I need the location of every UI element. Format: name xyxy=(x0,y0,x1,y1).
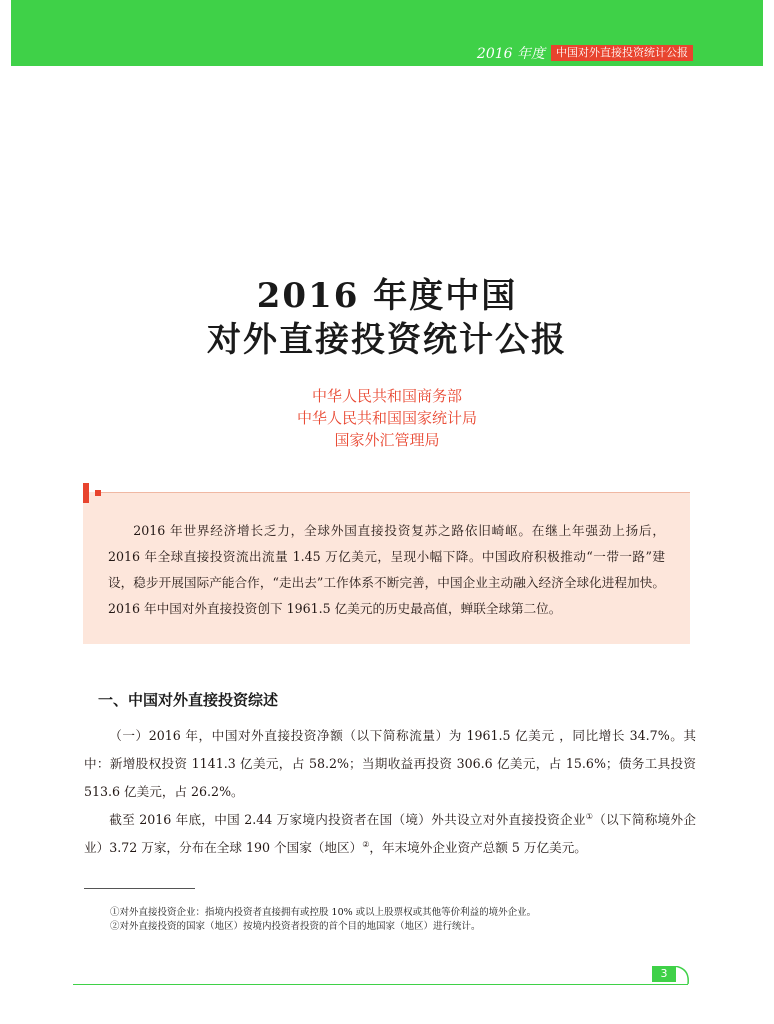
org-3: 国家外汇管理局 xyxy=(334,431,440,449)
abstract-marker-icon xyxy=(83,483,107,503)
title-line-2: 对外直接投资统计公报 xyxy=(207,320,567,360)
title-line-1: 2016 年度中国 xyxy=(256,276,518,316)
paragraph-2-part-a: 截至 2016 年底，中国 2.44 万家境内投资者在国（境）外共设立对外直接投资企业 xyxy=(109,812,586,827)
header-year: 2016 年度 xyxy=(476,46,545,62)
footer-rule xyxy=(73,984,688,985)
org-2: 中华人民共和国国家统计局 xyxy=(296,409,477,427)
paragraph-2-text xyxy=(84,806,696,862)
paragraph-2-part-c: ，年末境外企业资产总额 5 万亿美元。 xyxy=(369,840,587,855)
footnote-2: ②对外直接投资的国家（地区）按境内投资者投资的首个目的地国家（地区）进行统计。 xyxy=(110,921,481,932)
running-header xyxy=(477,44,693,62)
page-corner-curve-icon xyxy=(672,966,692,986)
abstract-text: 2016 年世界经济增长乏力，全球外国直接投资复苏之路依旧崎岖。在继上年强劲上扬后，2016 年全球直接投资流出流量 1.45 万亿美元，呈现小幅下降。中国政府积极推动“一带一路”建设，稳步开展国际产能合作，“走出去”工作体系不断完善，中国企业主动融入经济全球化进程加快。2016 年中国对外直接投资创下 1961.5 亿美元的历史最高值，蝉联全球第二位。 xyxy=(108,523,665,616)
header-band xyxy=(11,0,763,66)
header-label: 中国对外直接投资统计公报 xyxy=(551,45,693,61)
footnote-1: ①对外直接投资企业：指境内投资者直接拥有或控股 10% 或以上股票权或其他等价利益的境外企业。 xyxy=(110,907,537,918)
footnote-ref-1: ① xyxy=(585,811,594,821)
footnote-rule xyxy=(84,888,195,889)
page-number: 3 xyxy=(652,966,676,982)
paragraph-1-text: （一）2016 年，中国对外直接投资净额（以下简称流量）为 1961.5 亿美元 ，同比增长 34.7%。其中：新增股权投资 1141.3 亿美元，占 58.2%；当期收益再投资 306.6 亿美元，占 15.6%；债务工具投资 513.6 亿美元，占 26.2%。 xyxy=(84,728,696,799)
issuing-organizations xyxy=(0,385,774,451)
paragraph-2-part-b: （以下简称境外企业）3.72 万家，分布在全球 190 个国家（地区） xyxy=(84,812,697,855)
org-1: 中华人民共和国商务部 xyxy=(311,387,462,405)
paragraph-1 xyxy=(84,722,696,806)
abstract-top-rule xyxy=(98,492,690,493)
section-heading: 一、中国对外直接投资综述 xyxy=(98,691,279,709)
footnote-ref-2: ② xyxy=(362,839,370,849)
abstract-box xyxy=(83,492,690,644)
paragraph-2 xyxy=(84,806,696,862)
